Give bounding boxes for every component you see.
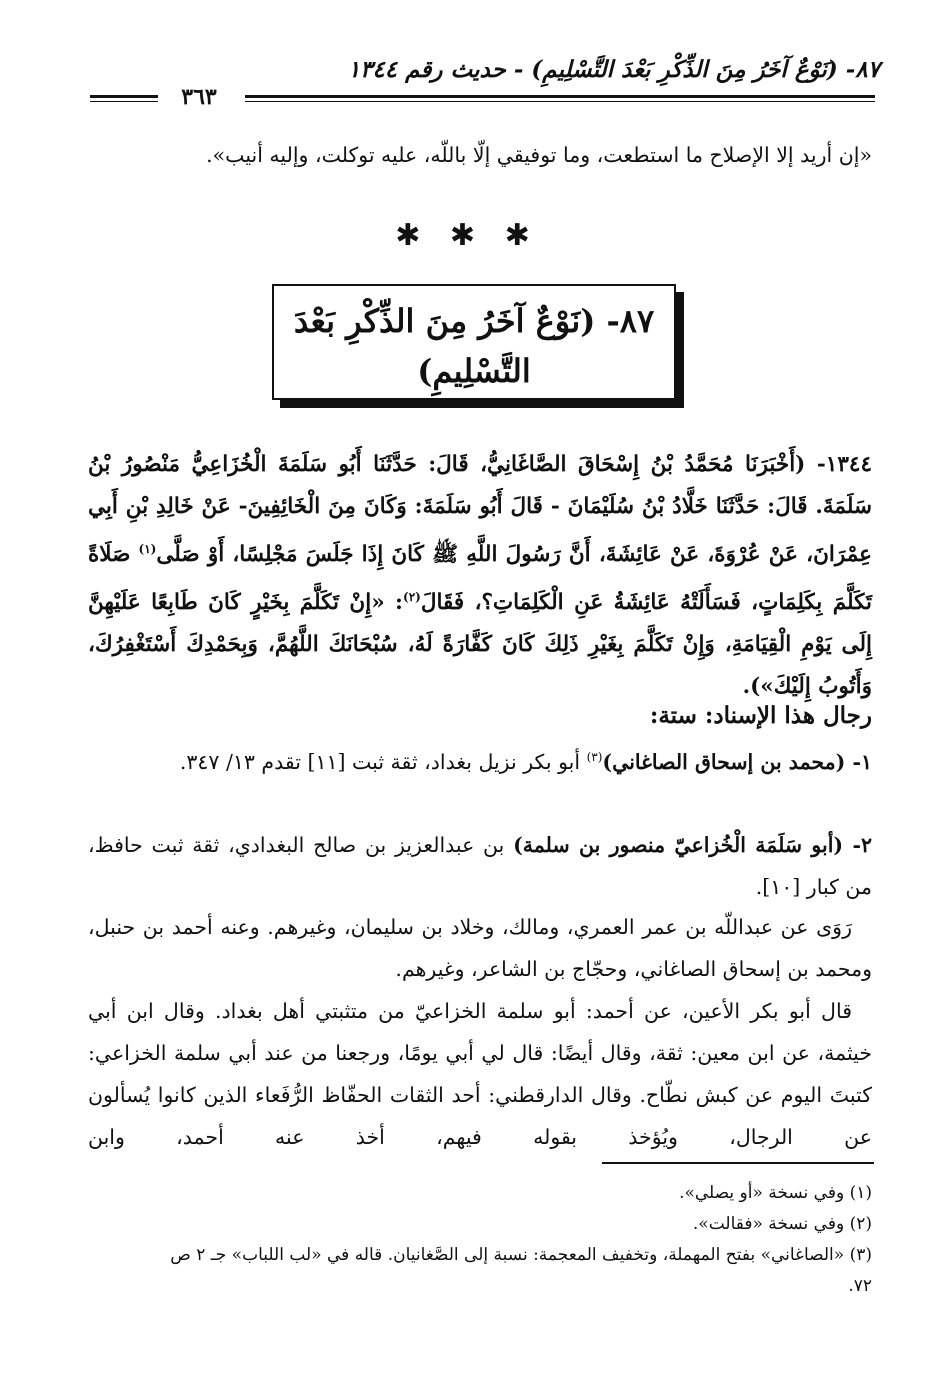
- hadith-part-3: : «إِنْ تَكَلَّمَ بِخَيْرٍ كَانَ طَابِعًا عَلَيْهِنَّ إِلَى يَوْمِ الْقِيَامَةِ، وَإِنْ تَكَلَّمَ بِغَيْرِ ذَلِكَ كَانَ كَفَّارَةً لَهُ، سُبْحَانَكَ اللَّهُمَّ، وَبِحَمْدِكَ أَسْتَغْفِرُكَ، وَأَتُوبُ إِلَيْكَ»).: [88, 590, 872, 700]
- narrator-2: [88, 824, 872, 908]
- footnote-ref-3[interactable]: (٣): [586, 750, 603, 764]
- riwaya-text: رَوَى عن عبداللّه بن عمر العمري، ومالك، وخلاد بن سليمان، وغيرهم. وعنه أحمد بن حنبل، ومحمد بن إسحاق الصاغاني، وحجّاج بن الشاعر، وغيرهم.: [88, 915, 872, 981]
- chapter-title-line-1: ٨٧- (نَوْعٌ آخَرُ مِنَ الذِّكْرِ بَعْدَ: [293, 302, 655, 340]
- intro-text: «إن أريد إلا الإصلاح ما استطعت، وما توفيقي إلّا باللّه، عليه توكلت، وإليه أنيب».: [206, 143, 872, 167]
- footnote-ref-1[interactable]: (١): [138, 542, 157, 556]
- narrator-1: [88, 736, 872, 783]
- page-number: ٣٦٣: [181, 84, 217, 110]
- section-separator: ✱ ✱ ✱: [395, 218, 540, 253]
- narrators-heading: رجال هذا الإسناد: ستة:: [649, 702, 872, 729]
- hadith-paragraph: [88, 444, 872, 708]
- footnote-2: (٢) وفي نسخة «فقالت».: [692, 1214, 872, 1234]
- qala-text: قال أبو بكر الأعين، عن أحمد: أبو سلمة الخزاعيّ من متثبتي أهل بغداد. وقال ابن أبي خيثمة، عن ابن معين: ثقة، وقال أيضًا: قال لي أبي يومًا، ورجعنا من عند أبي سلمة الخزاعي: كتبتَ اليوم عن كبش نطّاح. وقال الدارقطني: أحد الثقات الحفّاظ الرُّفَعاء الذين كانوا يُسألون عن الرجال، ويُؤخذ بقوله فيهم، أخذ عنه أحمد، وابن: [88, 999, 872, 1149]
- narrator-2-text: [88, 824, 872, 908]
- header-rule-right-thin: [245, 101, 875, 102]
- chapter-title-box: [272, 284, 676, 400]
- hadith-part-1: ١٣٤٤- (أَخْبَرَنَا مُحَمَّدُ بْنُ إِسْحَاقَ الصَّاغَانِيُّ، قَالَ: حَدَّثَنَا أَبُو سَلَمَةَ الْخُزَاعِيُّ مَنْصُورُ بْنُ سَلَمَةَ. قَالَ: حَدَّثَنَا خَلَّادُ بْنُ سُلَيْمَانَ - قَالَ أَبُو سَلَمَةَ: وَكَانَ مِنَ الْخَائِفِينَ- عَنْ خَالِدِ بْنِ أَبِي عِمْرَانَ، عَنْ عُرْوَةَ، عَنْ عَائِشَةَ، أَنَّ رَسُولَ اللَّهِ ﷺ كَانَ إِذَا جَلَسَ مَجْلِسًا، أَوْ صَلَّى: [88, 452, 872, 568]
- narrator-1-text: [88, 736, 872, 783]
- narrator-2-name: ٢- (أبو سَلَمَة الْخُزاعيّ منصور بن سلمة): [513, 833, 873, 857]
- qala-paragraph: [88, 990, 872, 1158]
- header-rule-right: [245, 95, 875, 98]
- intro-paragraph: [88, 134, 872, 176]
- narrator-1-name: ١- (محمد بن إسحاق الصاغاني): [602, 749, 872, 774]
- running-title: ٨٧- (نَوْعٌ آخَرُ مِنَ الذِّكْرِ بَعْدَ التَّسْلِيمِ) - حديث رقم ١٣٤٤: [347, 56, 880, 83]
- header-rule-left-thin: [90, 101, 158, 102]
- footnotes: [160, 1178, 872, 1302]
- footnote-1: (١) وفي نسخة «أو يصلي».: [679, 1183, 872, 1203]
- footnote-divider: [602, 1162, 874, 1164]
- riwaya-paragraph: [88, 906, 872, 990]
- chapter-title-line-2: التَّسْلِيمِ): [417, 352, 531, 390]
- narrator-1-details: أبو بكر نزيل بغداد، ثقة ثبت [١١] تقدم ١٣/ ٣٤٧.: [179, 749, 587, 774]
- hadith-part-2: صَلَاةً تَكَلَّمَ بِكَلِمَاتٍ، فَسَأَلَتْهُ عَائِشَةُ عَنِ الْكَلِمَاتِ؟، فَقَالَ: [88, 542, 872, 616]
- footnote-3: (٣) «الصاغاني» بفتح المهملة، وتخفيف المعجمة: نسبة إلى الصَّغانيان. قاله في «لب اللباب» جـ ٢ ص ٧٢.: [170, 1245, 872, 1296]
- header-rule-left: [90, 95, 158, 98]
- footnote-ref-2[interactable]: (٢): [403, 590, 421, 605]
- hadith-text: [88, 444, 872, 708]
- narrator-2-details: بن عبدالعزيز بن صالح البغدادي، ثقة ثبت حافظ، من كبار [١٠].: [88, 833, 872, 899]
